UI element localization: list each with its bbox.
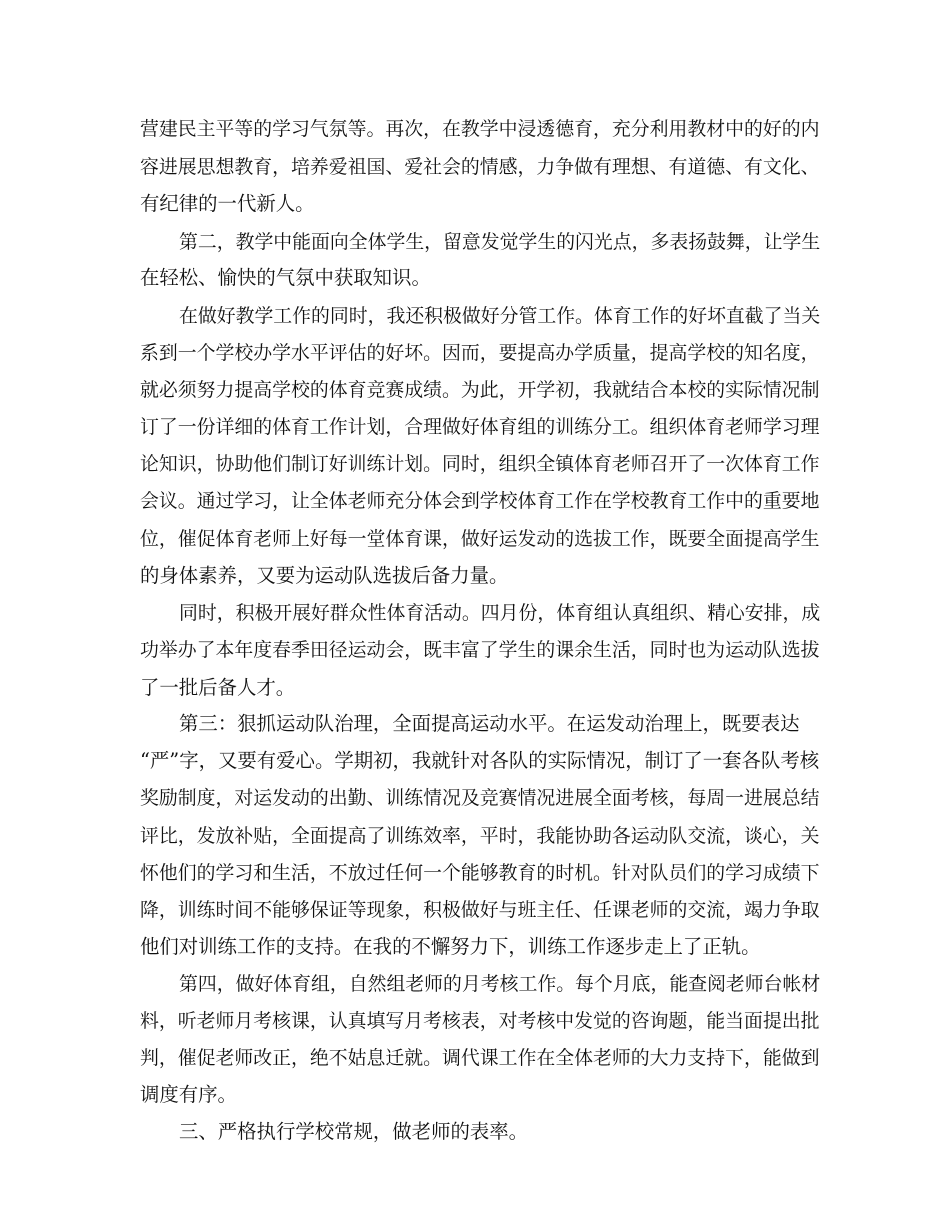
- text-line: 第三：狠抓运动队治理，全面提高运动水平。在运发动治理上，既要表达: [179, 712, 800, 735]
- text-line: 在做好教学工作的同时，我还积极做好分管工作。体育工作的好坏直截了当关: [179, 305, 821, 327]
- text-line: 的身体素养，又要为运动队选拔后备力量。: [140, 564, 509, 587]
- text-line: 会议。通过学习，让全体老师充分体会到学校体育工作在学校教育工作中的重要地: [140, 490, 820, 512]
- text-line: 降，训练时间不能够保证等现象，积极做好与班主任、任课老师的交流，竭力争取: [140, 899, 820, 921]
- text-line: 就必须努力提高学校的体育竞赛成绩。为此，开学初，我就结合本校的实际情况制: [140, 379, 820, 401]
- text-line: “严”字，又要有爱心。学期初，我就针对各队的实际情况，制订了一套各队考核: [140, 749, 820, 772]
- text-line: 料，听老师月考核课，认真填写月考核表，对考核中发觉的咨询题，能当面提出批: [140, 1010, 820, 1032]
- text-line: 有纪律的一代新人。: [140, 192, 315, 215]
- text-line: 系到一个学校办学水平评估的好坏。因而，要提高办学质量，提高学校的知名度，: [140, 342, 820, 364]
- text-line: 位，催促体育老师上好每一堂体育课，做好运发动的选拔工作，既要全面提高学生: [140, 528, 820, 550]
- text-line: 他们对训练工作的支持。在我的不懈努力下，训练工作逐步走上了正轨。: [140, 935, 761, 958]
- text-line: 奖励制度，对运发动的出勤、训练情况及竞赛情况进展全面考核，每周一进展总结: [140, 787, 820, 809]
- text-line: 订了一份详细的体育工作计划，合理做好体育组的训练分工。组织体育老师学习理: [140, 416, 820, 438]
- text-line: 怀他们的学习和生活，不放过任何一个能够教育的时机。针对队员们的学习成绩下: [140, 862, 820, 884]
- text-line: 第二，教学中能面向全体学生，留意发觉学生的闪光点，多表扬鼓舞，让学生: [179, 231, 821, 253]
- text-line: 了一批后备人才。: [140, 676, 296, 699]
- text-line: 营建民主平等的学习气氛等。再次，在教学中浸透德育，充分利用教材中的好的内: [140, 118, 820, 140]
- text-line: 调度有序。: [140, 1083, 237, 1106]
- text-line: 三、严格执行学校常规，做老师的表率。: [179, 1120, 529, 1143]
- text-line: 判，催促老师改正，绝不姑息迁就。调代课工作在全体老师的大力支持下，能做到: [140, 1047, 820, 1069]
- text-line: 同时，积极开展好群众性体育活动。四月份，体育组认真组织、精心安排，成: [179, 602, 821, 624]
- text-line: 容进展思想教育，培养爱祖国、爱社会的情感，力争做有理想、有道德、有文化、: [140, 156, 820, 178]
- text-line: 功举办了本年度春季田径运动会，既丰富了学生的课余生活，同时也为运动队选拔: [140, 639, 820, 661]
- text-line: 评比，发放补贴，全面提高了训练效率，平时，我能协助各运动队交流，谈心，关: [140, 825, 820, 847]
- text-line: 论知识，协助他们制订好训练计划。同时，组织全镇体育老师召开了一次体育工作: [140, 453, 820, 475]
- text-line: 在轻松、愉快的气氛中获取知识。: [140, 266, 431, 289]
- text-line: 第四，做好体育组，自然组老师的月考核工作。每个月底，能查阅老师台帐材: [179, 973, 821, 995]
